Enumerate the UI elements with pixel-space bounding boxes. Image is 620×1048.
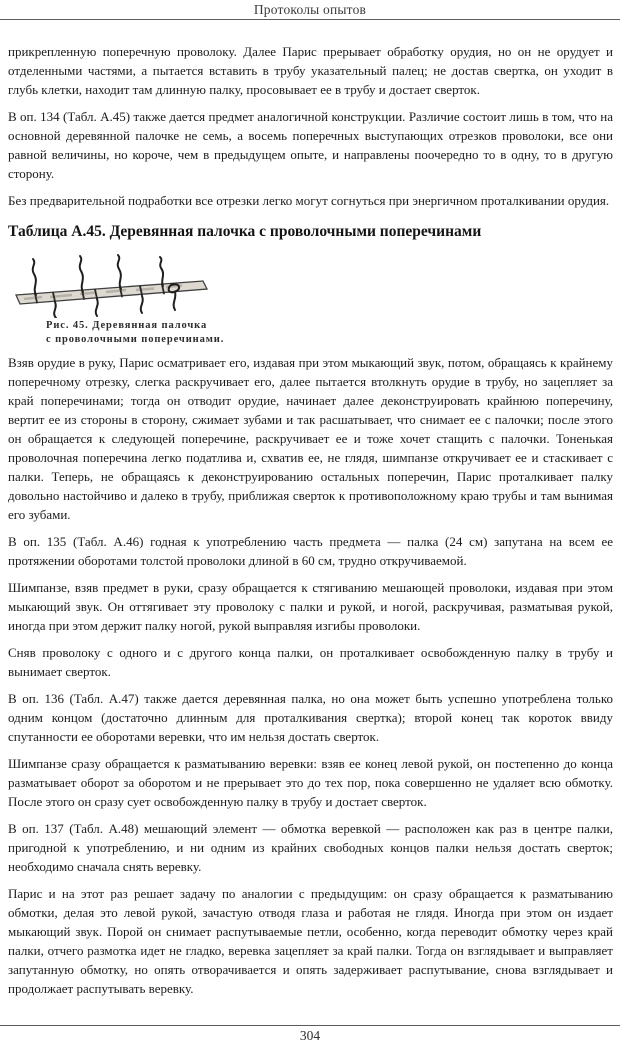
page-body [0, 20, 620, 998]
paragraph: В оп. 137 (Табл. А.48) мешающий элемент — обмотка веревкой — расположен как раз в центре палки, пригодной к употреблению, и ни одним из крайних свободных концов палки нельзя достать сверток; необходимо сначала снять веревку. [8, 821, 613, 874]
figure-45 [10, 252, 613, 346]
paragraph: Шимпанзе, взяв предмет в руки, сразу обращается к стягиванию мешающей проволоки, издавая при этом мыкающий звук. Он оттягивает эту проволоку с палки и рукой, и ногой, раскручивая, разматывая рукой, иногда при этом держит палку ногой, рукой выправляя изгибы проволоки. [8, 580, 613, 633]
page-number: 304 [299, 1028, 321, 1043]
paragraph: Сняв проволоку с одного и с другого конца палки, он проталкивает освобожденную палку в трубу и вынимает сверток. [8, 645, 613, 679]
paragraph: Шимпанзе сразу обращается к разматыванию веревки: взяв ее конец левой рукой, он постепенно до конца разматывает оборот за оборотом и не прерывает это до тех пор, пока совершенно не удаляет всю обмотку. После этого он сразу сует освобожденную палку в трубу и достает сверток. [8, 756, 613, 809]
figure-caption [46, 319, 613, 346]
page-footer [0, 1025, 620, 1048]
figure-caption-line2: с проволочными поперечинами. [46, 333, 225, 345]
paragraph: Парис и на этот раз решает задачу по аналогии с предыдущим: он сразу обращается к разматыванию обмотки, делая это левой рукой, зачастую отводя глаза и работая не глядя. Иногда при этом он издает мыкающий звук. Порой он снимает распутываемые петли, особенно, когда переводит обмотку через край палки, отчего размотка идет не гладко, веревка зацепляет за край палки. Тогда он взглядывает и выправляет запутанную обмотку, но опять отворачивается и опять задерживает распутывание, снова взглядывает и продолжает распутывать веревку. [8, 886, 613, 996]
running-head-title: Протоколы опытов [253, 2, 367, 17]
paragraph: В оп. 135 (Табл. А.46) годная к употреблению часть предмета — палка (24 см) запутана на всем ее протяжении оборотами толстой проволоки длиной в 60 см, трудно откручиваемой. [8, 534, 613, 568]
figure-caption-line1: Рис. 45. Деревянная палочка [46, 320, 208, 331]
page-header [0, 0, 620, 19]
stick-with-wires-drawing [10, 252, 240, 318]
paragraph: В оп. 136 (Табл. А.47) также дается деревянная палка, но она может быть успешно употреблена только одним концом (достаточно длинным для проталкивания свертка); второй конец так короток ввиду спутанности ее оборотами веревки, что им нельзя достать сверток. [8, 691, 613, 744]
paragraph: прикрепленную поперечную проволоку. Далее Парис прерывает обработку орудия, но он не орудует и отделенными частями, а пытается вставить в трубу указательный палец; не достав свертка, он уходит в глубь клетки, находит там длинную палку, просовывает ее в трубу и достает сверток. [8, 44, 613, 97]
paragraph: В оп. 134 (Табл. А.45) также дается предмет аналогичной конструкции. Различие состоит лишь в том, что на основной деревянной палочке не семь, а восемь поперечных выступающих отрезков проволоки, все они равной величины, но короче, чем в предыдущем опыте, и направлены поочередно то в одну, то в другую сторону. [8, 109, 613, 181]
paragraph: Взяв орудие в руку, Парис осматривает его, издавая при этом мыкающий звук, потом, обращаясь к крайнему поперечному отрезку, слегка раскручивает его, далее пытается втолкнуть орудие в трубу, но зацепляет за край поперечинами; тогда он отводит орудие, начинает далее деконструировать крайнюю поперечину, вертит ее из стороны в сторону, сжимает зубами и так расшатывает, что снимает ее с палочки; после этого он обращается к следующей поперечине, раскручивает ее и тоже хочет стащить с палочки. Тоненькая проволочная поперечина легко податлива и, схватив ее, не глядя, шимпанзе откручивает ее и стаскивает с палки. Теперь, не обращаясь к деконструированию остальных поперечин, Парис проталкивает палку довольно настойчиво и далеко в трубу, приближая сверток к противоположному краю трубы и там вынимая его зубами. [8, 355, 613, 522]
table-a45-heading: Таблица А.45. Деревянная палочка с проволочными поперечинами [8, 223, 482, 240]
paragraph: Без предварительной подработки все отрезки легко могут согнуться при энергичном проталкивании орудия. [8, 193, 610, 208]
